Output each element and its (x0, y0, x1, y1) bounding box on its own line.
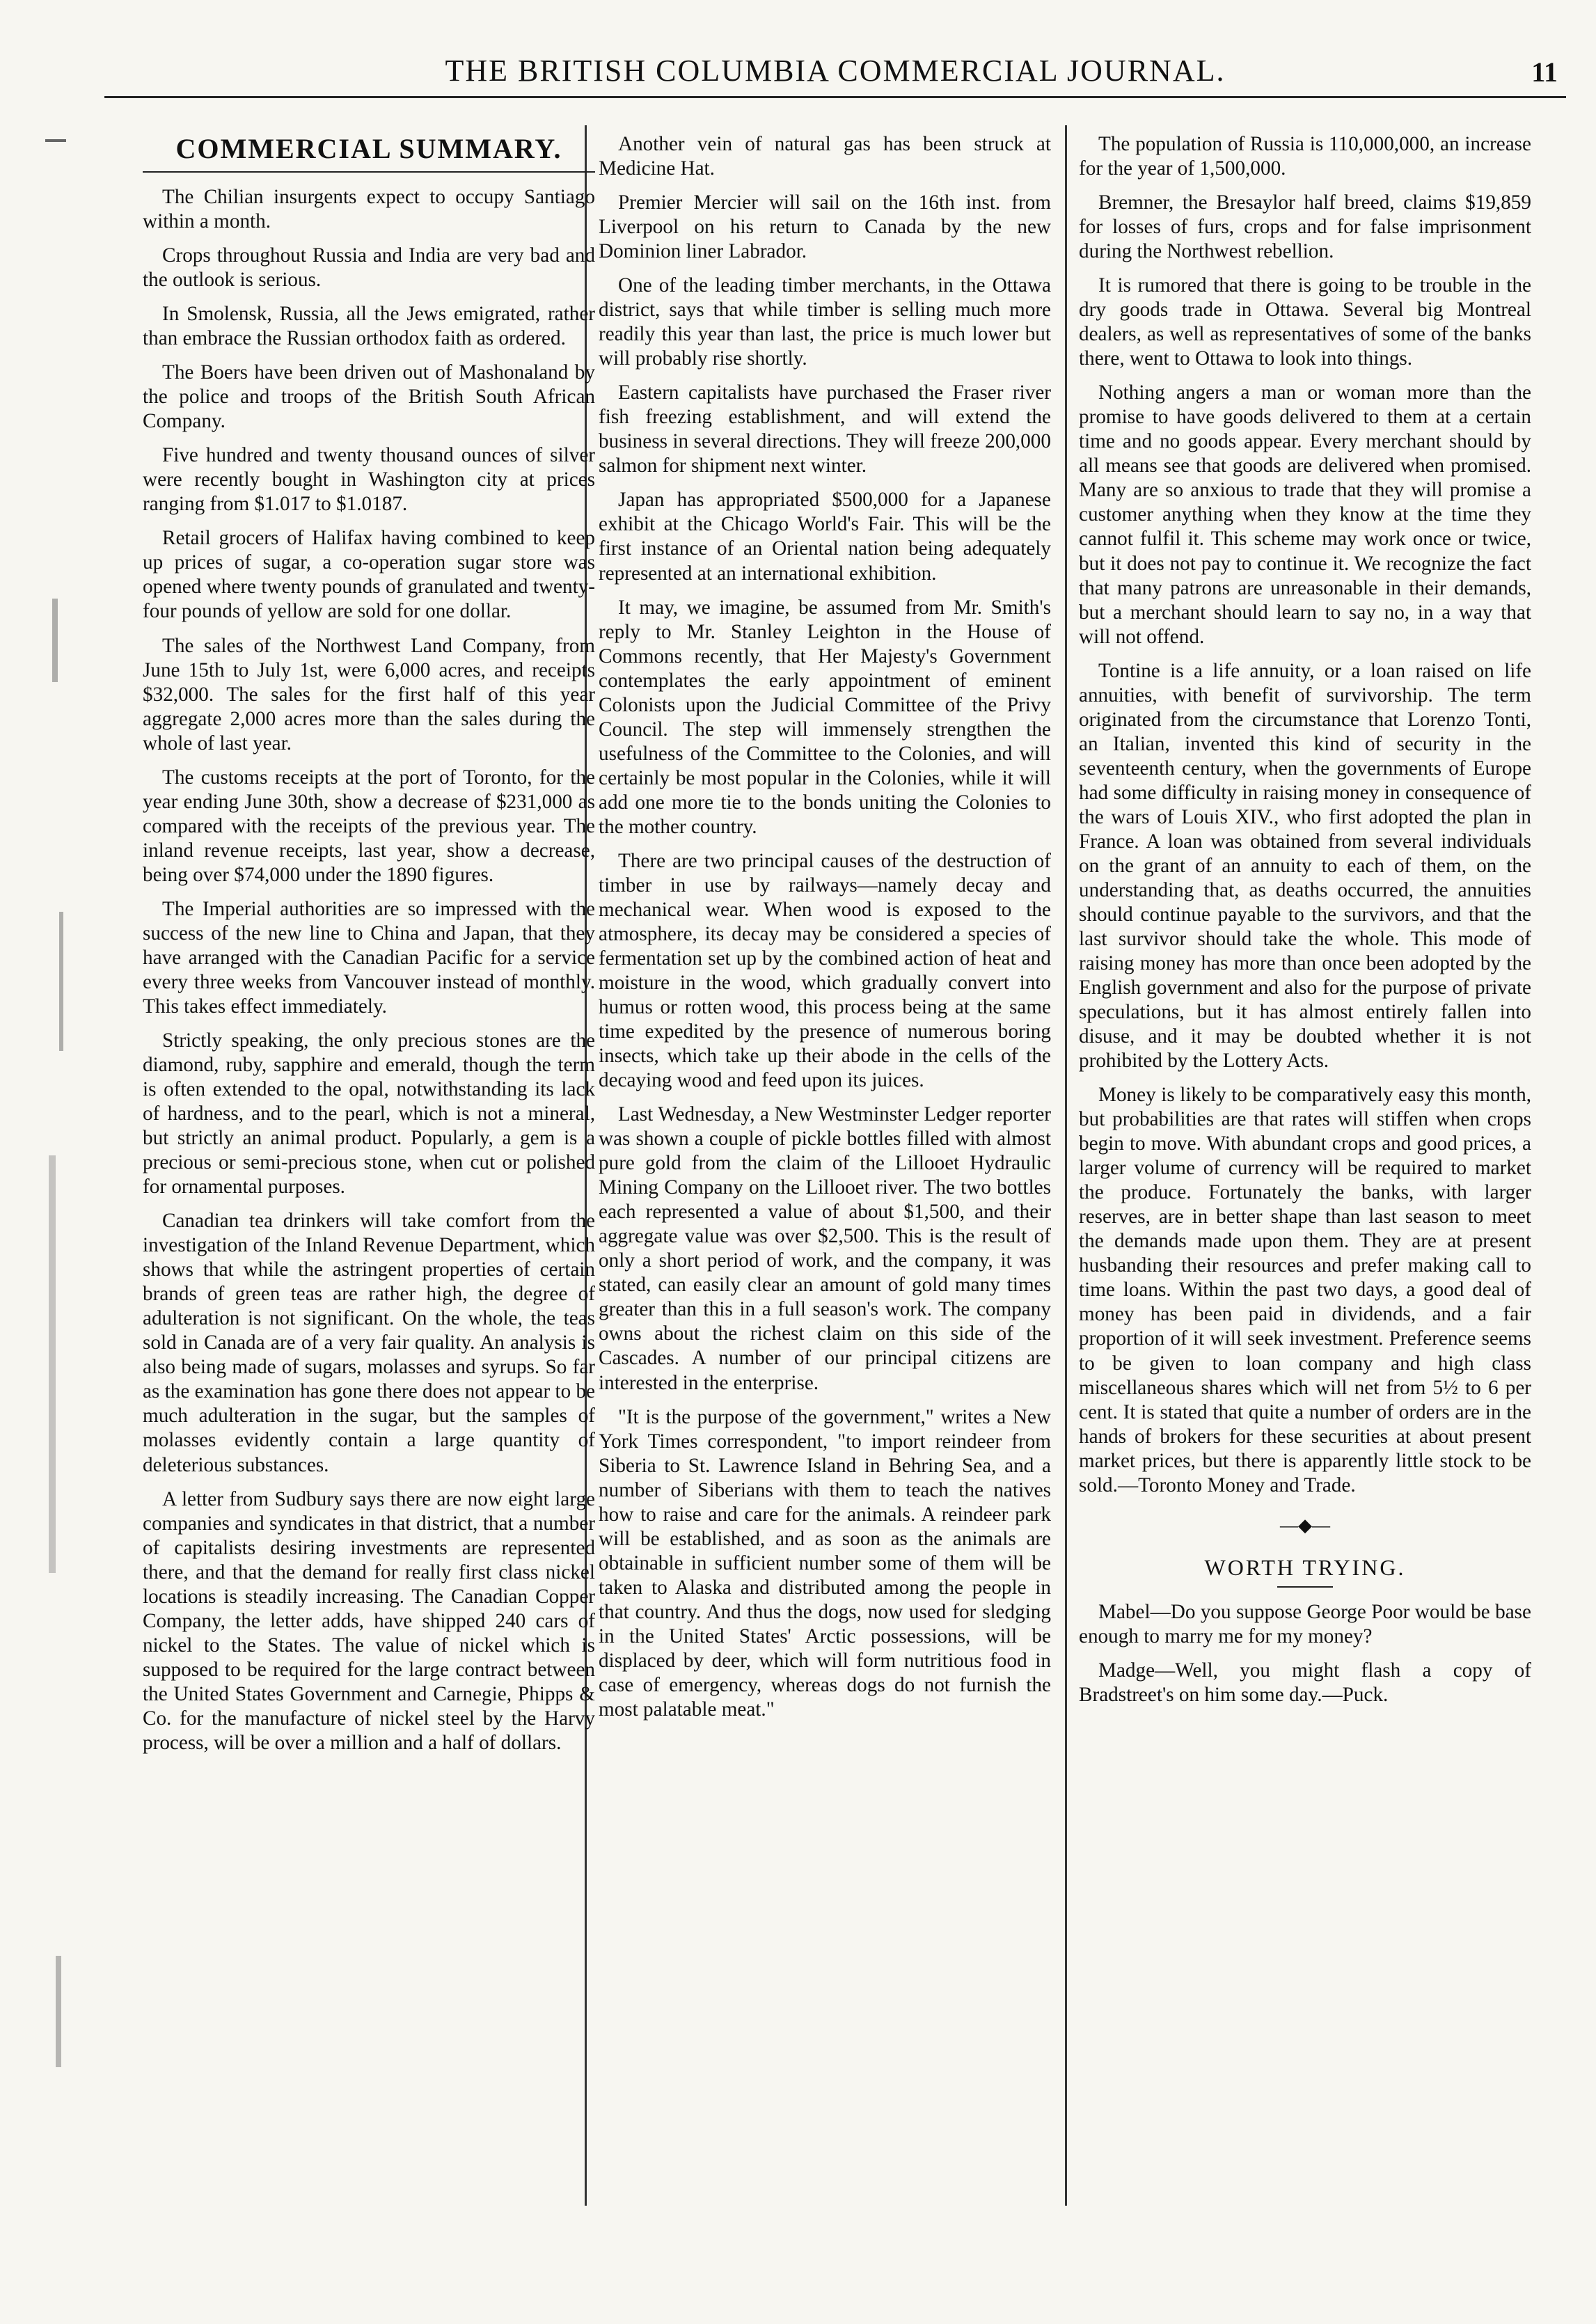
page-number: 11 (1531, 56, 1558, 88)
paragraph: One of the leading timber merchants, in the Ottawa district, says that while timber is selling much more readily this year than last, the price is much lower but will probably rise shortly. (599, 274, 1051, 370)
ornament-divider: —◆— (1280, 1515, 1330, 1535)
paragraph: Japan has appropriated $500,000 for a Japanese exhibit at the Chicago World's Fair. This will be the first instance of an Oriental nation being adequately represented at an international exhibition. (599, 489, 1051, 585)
paragraph: Strictly speaking, the only precious stones are the diamond, ruby, sapphire and emerald, though the term is often extended to the opal, notwithstanding its lack of hardness, and to the pearl, which is not a mineral, but strictly an animal product. Popularly, a gem is a precious or semi-precious stone, when cut or polished for ornamental purposes. (143, 1029, 595, 1199)
column-1 (143, 132, 595, 2206)
paragraph: In Smolensk, Russia, all the Jews emigrated, rather than embrace the Russian orthodox faith as ordered. (143, 303, 595, 350)
scan-speck (45, 139, 66, 142)
paragraph: Retail grocers of Halifax having combined to keep up prices of sugar, a co-operation sugar store was opened where twenty pounds of granulated and twenty-four pounds of yellow are sold for one dollar. (143, 527, 595, 623)
paragraph: Five hundred and twenty thousand ounces of silver were recently bought in Washington city at prices ranging from $1.017 to $1.0187. (143, 444, 595, 516)
title-rule (143, 171, 595, 173)
paragraph: "It is the purpose of the government," writes a New York Times correspondent, "to import reindeer from Siberia to St. Lawrence Island in Behring Sea, and a number of Siberians with them to teach the natives how to raise and care for the animals. A reindeer park will be established, and as soon as the animals are obtainable in sufficient number some of them will be taken to Alaska and distributed among the people in that country. And thus the dogs, now used for sledging in the United States' Arctic possessions, will be displaced by deer, which will form nutritious food in case of emergency, whereas dogs do not furnish the most palatable meat." (599, 1405, 1051, 1721)
paragraph: The Imperial authorities are so impressed with the success of the new line to China and Japan, that they have arranged with the Canadian Pacific for a service every three weeks from Vancouver instead of monthly. This takes effect immediately. (143, 897, 595, 1018)
paragraph: The customs receipts at the port of Toronto, for the year ending June 30th, show a decrease of $231,000 as compared with the receipts of the previous year. The inland revenue receipts, last year, show a decrease, being over $74,000 under the 1890 figures. (143, 766, 595, 886)
scan-speck (56, 1956, 61, 2067)
paragraph: Tontine is a life annuity, or a loan raised on life annuities, with benefit of survivorship. The term originated from the circumstance that Lorenzo Tonti, an Italian, invented this kind of security in the seventeenth century, when the governments of Europe had some difficulty in raising money in consequence of the wars of Louis XIV., who first adopted the plan in France. A loan was obtained from several individuals on the grant of an annuity to each of them, on the understanding that, as deaths occurred, the annuities should continue payable to the survivors, and that the last survivor should take the whole. This mode of raising money has more than once been adopted by the English government and also for the purpose of private speculations, but it has almost entirely fallen into disuse, and it may be doubted whether it is not prohibited by the Lottery Acts. (1079, 659, 1531, 1073)
running-head: THE BRITISH COLUMBIA COMMERCIAL JOURNAL. (445, 54, 1226, 88)
paragraph: A letter from Sudbury says there are now eight large companies and syndicates in that district, that a number of capitalists desiring investments are represented there, and that the demand for really first class nickel locations is steadily increasing. The Canadian Copper Company, the letter adds, have shipped 240 cars of nickel to the States. The value of nickel which is supposed to be required for the large contract between the United States Government and Carnegie, Phipps & Co. for the manufacture of nickel steel by the Harvy process, will be over a million and a half of dollars. (143, 1487, 595, 1754)
column-3 (1079, 132, 1531, 2206)
header-rule (104, 96, 1566, 98)
scan-speck (49, 1155, 56, 1573)
short-rule (1277, 1586, 1333, 1588)
scan-speck (52, 599, 58, 682)
paragraph: Another vein of natural gas has been struck at Medicine Hat. (599, 133, 1051, 180)
page-header (104, 43, 1566, 99)
dialogue-line: Madge—Well, you might flash a copy of Bradstreet's on him some day.—Puck. (1079, 1659, 1531, 1707)
scan-speck (59, 912, 63, 1051)
section-title: COMMERCIAL SUMMARY. (175, 133, 562, 164)
worth-trying-title: WORTH TRYING. (1204, 1554, 1406, 1580)
paragraph: Crops throughout Russia and India are very bad and the outlook is serious. (143, 244, 595, 292)
paragraph: Nothing angers a man or woman more than the promise to have goods delivered to them at a certain time and no goods appear. Every merchant should by all means see that goods are delivered when promised. Many are so anxious to trade that they will promise a customer anything when they know at the time they cannot fulfil it. This scheme may work once or twice, but it does not pay to continue it. We recognize the fact that many patrons are unreasonable in their demands, but a merchant should learn to say no, in a way that will not offend. (1079, 381, 1531, 648)
paragraph: There are two principal causes of the destruction of timber in use by railways—namely decay and mechanical wear. When wood is exposed to the atmosphere, its decay may be considered a species of fermentation set up by the combined action of heat and moisture in the wood, which gradually convert into humus or rotten wood, this process being at the same time expedited by the presence of numerous boring insects, which take up their abode in the cells of the decaying wood and feed upon its juices. (599, 849, 1051, 1092)
paragraph: Money is likely to be comparatively easy this month, but probabilities are that rates will stiffen when crops begin to move. With abundant crops and good prices, a larger volume of currency will be required to market the produce. Fortunately the banks, with larger reserves, are in better shape than last season to meet the demands made upon them. They are at present husbanding their resources and prefer making call to time loans. Within the past two days, a good deal of money has been paid in dividends, and a fair proportion of it will seek investment. Preference seems to be given to loan company and high class miscellaneous shares which will net from 5½ to 6 per cent. It is stated that quite a number of orders are in the hands of brokers for these securities at about present market prices, but there is apparently little stock to be sold.—Toronto Money and Trade. (1079, 1084, 1531, 1496)
paragraph: The sales of the Northwest Land Company, from June 15th to July 1st, were 6,000 acres, and receipts $32,000. The sales for the first half of this year aggregate 2,000 acres more than the sales during the whole of last year. (143, 634, 595, 754)
paragraph: The Boers have been driven out of Mashonaland by the police and troops of the British South African Company. (143, 361, 595, 433)
paragraph: Eastern capitalists have purchased the Fraser river fish freezing establishment, and will extend the business in several directions. They will freeze 200,000 salmon for shipment next winter. (599, 381, 1051, 477)
paragraph: Canadian tea drinkers will take comfort from the investigation of the Inland Revenue Department, which shows that while the astringent properties of certain brands of green teas are rather high, the degree of adulteration is not significant. On the whole, the teas sold in Canada are of a very fair quality. An analysis is also being made of sugars, molasses and syrups. So far as the examination has gone there does not appear to be much adulteration in the sugar, but the samples of molasses evidently contain a large quantity of deleterious substances. (143, 1210, 595, 1476)
paragraph: The Chilian insurgents expect to occupy Santiago within a month. (143, 186, 595, 233)
paragraph: It is rumored that there is going to be trouble in the dry goods trade in Ottawa. Several big Montreal dealers, as well as representatives of some of the banks there, went to Ottawa to look into things. (1079, 274, 1531, 370)
dialogue-line: Mabel—Do you suppose George Poor would be base enough to marry me for my money? (1079, 1601, 1531, 1648)
paragraph: The population of Russia is 110,000,000, an increase for the year of 1,500,000. (1079, 133, 1531, 180)
scan-edge-marks (38, 111, 87, 2130)
paragraph: Bremner, the Bresaylor half breed, claims $19,859 for losses of furs, crops and for false imprisonment during the Northwest rebellion. (1079, 191, 1531, 263)
paragraph: Last Wednesday, a New Westminster Ledger reporter was shown a couple of pickle bottles filled with almost pure gold from the claim of the Lillooet Hydraulic Mining Company on the Lillooet river. The two bottles each represented a value of about $1,500, and their aggregate value was over $2,500. This is the result of only a short period of work, and the company, it was stated, can easily clear an amount of gold many times greater than this in a full season's work. The company owns about the richest claim on this side of the Cascades. A number of our principal citizens are interested in the enterprise. (599, 1103, 1051, 1394)
column-divider (1065, 125, 1067, 2206)
column-2 (599, 132, 1051, 2206)
paragraph: It may, we imagine, be assumed from Mr. Smith's reply to Mr. Stanley Leighton in the House of Commons recently, that Her Majesty's Government contemplates the early appointment of eminent Colonists upon the Judicial Committee of the Privy Council. The step will immensely strengthen the usefulness of the Committee to the Colonies, and will certainly be most popular in the Colonies, while it will add one more tie to the bonds uniting the Colonies to the mother country. (599, 596, 1051, 838)
paragraph: Premier Mercier will sail on the 16th inst. from Liverpool on his return to Canada by the new Dominion liner Labrador. (599, 191, 1051, 263)
